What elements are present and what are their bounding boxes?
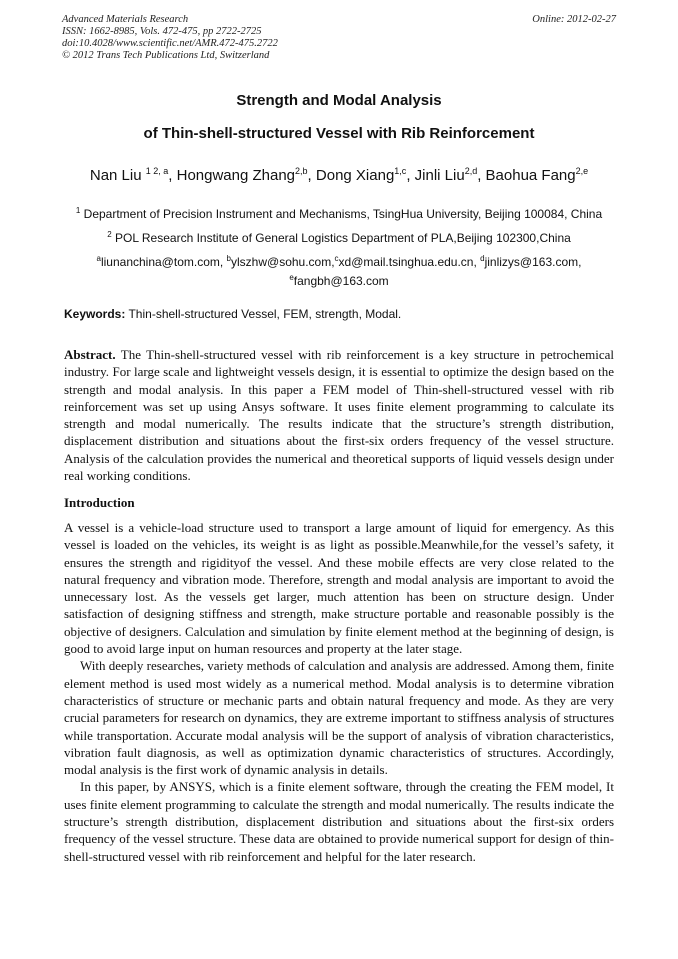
paper-title-line-1: Strength and Modal Analysis bbox=[236, 92, 442, 109]
affiliation-text: POL Research Institute of General Logistics Department of PLA,Beijing 102300,China bbox=[114, 231, 571, 245]
author-affiliation-mark: 2,b bbox=[295, 166, 308, 176]
affiliation-mark: 1 bbox=[75, 206, 81, 215]
author-separator: , bbox=[477, 167, 486, 184]
author-name: Dong Xiang bbox=[315, 167, 395, 184]
author-name: Hongwang Zhang bbox=[176, 167, 296, 184]
affiliation-2 bbox=[0, 227, 678, 246]
author-list bbox=[0, 166, 678, 184]
intro-paragraph-3: In this paper, by ANSYS, which is a finite element software, through the creating the FEM model, It uses finite element programming to calculate the strength and modal numerically. The results indicate the structure’s strength distribution, displacement distribution and situations about the first-six orders frequency of the vessel structure. These data are obtained to provide numerical support for design of thin-shell-structured vessel with rib reinforcement and helpful for the later research. bbox=[64, 779, 614, 864]
email-c: xd@mail.tsinghua.edu.cn, bbox=[338, 255, 481, 269]
journal-header bbox=[62, 14, 616, 62]
online-date: Online: 2012-02-27 bbox=[532, 14, 616, 25]
affiliation-text: Department of Precision Instrument and Mechanisms, TsingHua University, Beijing 100084, China bbox=[83, 207, 603, 221]
keywords-line bbox=[64, 307, 401, 321]
introduction-body bbox=[64, 519, 614, 865]
journal-name: Advanced Materials Research bbox=[62, 14, 189, 25]
author-affiliation-mark: 2,e bbox=[575, 166, 589, 176]
intro-paragraph-2: With deeply researches, variety methods of calculation and analysis are addressed. Among them, finite element method is used most widely as a numerical method. Modal analysis is to determine vibration characteristics of structure or mechanic parts and obtain natural frequency and mode. As they are very crucial parameters for research on dynamics, they are extreme important to stiffness analysis of structures while transportation. Accurate modal analysis will be the support of analysis of vibration characteristics, vibration fault diagnosis, as well as optimization dynamic characteristics of structures. Accordingly, modal analysis is the first work of dynamic analysis in details. bbox=[64, 658, 614, 778]
author-separator: , bbox=[307, 167, 316, 184]
email-mark: d bbox=[480, 254, 485, 263]
issn-line: ISSN: 1662-8985, Vols. 472-475, pp 2722-2725 bbox=[62, 26, 262, 37]
keywords-label: Keywords: bbox=[64, 307, 126, 321]
abstract-label: Abstract. bbox=[64, 347, 116, 362]
author-separator: , bbox=[406, 167, 415, 184]
copyright-line: © 2012 Trans Tech Publications Ltd, Switzerland bbox=[62, 50, 270, 61]
author-affiliation-mark: 1 2, a bbox=[145, 166, 169, 176]
author-name: Nan Liu bbox=[89, 167, 142, 184]
email-a: liunanchina@tom.com, bbox=[100, 255, 227, 269]
abstract-paragraph bbox=[64, 346, 614, 484]
doi-line: doi:10.4028/www.scientific.net/AMR.472-475.2722 bbox=[62, 38, 278, 49]
intro-paragraph-1: A vessel is a vehicle-load structure used to transport a large amount of liquid for emergency. As this vessel is loaded on the vehicles, its weight is as light as possible.Meanwhile,for the vessel’s safety, it ensures the strength and rigidityof the vessel. And these mobile effects are very close related to the natural frequency and vibration mode. Therefore, strength and modal analysis are important to avoid the unnecessary lost. As the vessels get larger, much attention has been on structure design. Under satisfaction of designing stiffness and strength, make structure portable and reasonable possibly is the objective of designers. Calculation and simulation by finite element method at the beginning of design, is good to avoid large input on human resources and property at the later stage. bbox=[64, 520, 614, 657]
email-e: fangbh@163.com bbox=[293, 274, 389, 288]
author-name: Jinli Liu bbox=[414, 167, 465, 184]
abstract-text: The Thin-shell-structured vessel with rib reinforcement is a key structure in petrochemical industry. For large scale and lightweight vessels design, it is essential to optimize the design based on the strength and modal analysis. In this paper a FEM model of Thin-shell-structured vessel with rib reinforcement was set up using Ansys software. It uses finite element programming to calculate its strength and modal numerically. The results indicate that the structure’s strength distribution, displacement distribution and situations about the first-six orders frequency of the vessel structure. Analysis of the calculation provides the numerical and theoretical supports of liquid vessels design under real working conditions. bbox=[64, 347, 614, 484]
email-mark: c bbox=[334, 254, 339, 263]
email-list bbox=[74, 251, 604, 289]
paper-title-line-2: of Thin-shell-structured Vessel with Rib Reinforcement bbox=[143, 125, 535, 142]
email-b: ylszhw@sohu.com, bbox=[231, 255, 335, 269]
email-mark: a bbox=[96, 254, 101, 263]
author-affiliation-mark: 1,c bbox=[394, 166, 407, 176]
author-affiliation-mark: 2,d bbox=[464, 166, 478, 176]
affiliation-mark: 2 bbox=[107, 230, 112, 239]
author-separator: , bbox=[168, 167, 177, 184]
affiliation-1 bbox=[0, 203, 678, 222]
email-d: jinlizys@163.com, bbox=[484, 255, 582, 269]
email-mark: b bbox=[226, 254, 231, 263]
keywords-text: Thin-shell-structured Vessel, FEM, strength, Modal. bbox=[125, 307, 402, 321]
author-name: Baohua Fang bbox=[485, 167, 576, 184]
section-heading-introduction: Introduction bbox=[64, 495, 135, 510]
email-mark: e bbox=[289, 273, 294, 282]
